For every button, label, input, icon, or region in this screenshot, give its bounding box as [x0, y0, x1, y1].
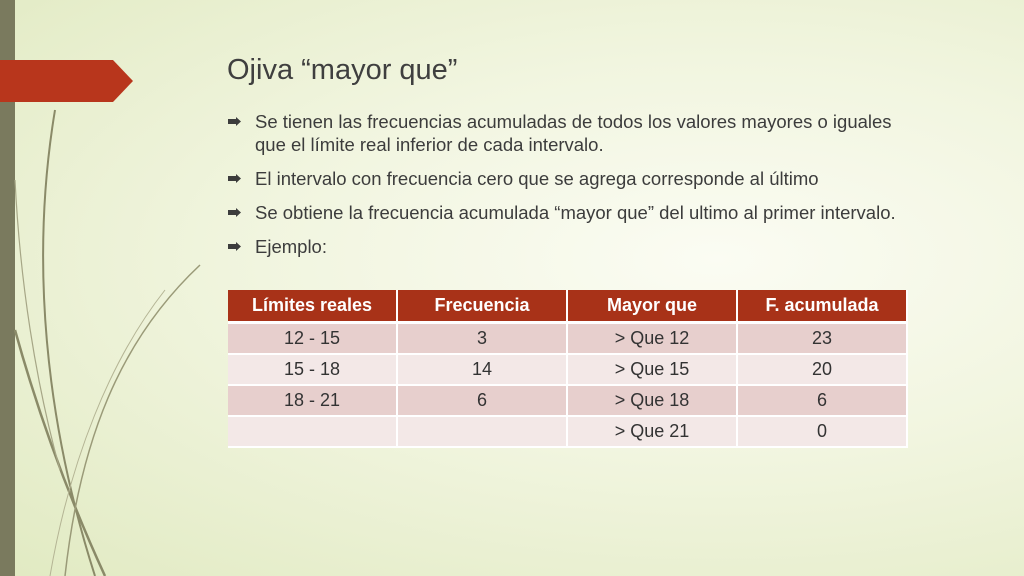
arrow-right-icon [228, 208, 241, 217]
arrow-right-icon [228, 174, 241, 183]
table-row [228, 417, 908, 448]
table-cell: 12 - 15 [228, 324, 398, 355]
table-cell: 18 - 21 [228, 386, 398, 417]
table-cell: 15 - 18 [228, 355, 398, 386]
table-cell: > Que 21 [568, 417, 738, 448]
table-cell [228, 417, 398, 448]
arrow-right-icon [228, 242, 241, 251]
table-cell: 6 [738, 386, 908, 417]
arrow-right-icon [228, 117, 241, 126]
bullet-text: Se tienen las frecuencias acumuladas de todos los valores mayores o iguales que el límite real inferior de cada intervalo. [255, 111, 892, 155]
slide-title: Ojiva “mayor que” [227, 54, 458, 86]
table-cell: 20 [738, 355, 908, 386]
bullet-list [228, 110, 908, 269]
table-row [228, 386, 908, 417]
table-cell: 6 [398, 386, 568, 417]
header-limites-reales: Límites reales [228, 290, 398, 324]
table-cell: > Que 12 [568, 324, 738, 355]
header-f-acumulada: F. acumulada [738, 290, 908, 324]
bullet-text: Ejemplo: [255, 236, 327, 257]
header-mayor-que: Mayor que [568, 290, 738, 324]
accent-arrow-tab [0, 60, 133, 102]
table-cell: 23 [738, 324, 908, 355]
bullet-item [228, 167, 908, 190]
bullet-item [228, 201, 908, 224]
bullet-text: El intervalo con frecuencia cero que se agrega corresponde al último [255, 168, 819, 189]
header-frecuencia: Frecuencia [398, 290, 568, 324]
table-cell: > Que 18 [568, 386, 738, 417]
bullet-item [228, 110, 908, 156]
table-cell: 3 [398, 324, 568, 355]
frequency-table [228, 290, 908, 448]
table-cell: > Que 15 [568, 355, 738, 386]
table-cell: 0 [738, 417, 908, 448]
table-cell [398, 417, 568, 448]
bullet-item [228, 235, 908, 258]
table-row [228, 324, 908, 355]
table-row [228, 355, 908, 386]
table-header-row [228, 290, 908, 324]
table-cell: 14 [398, 355, 568, 386]
bullet-text: Se obtiene la frecuencia acumulada “mayor que” del ultimo al primer intervalo. [255, 202, 896, 223]
